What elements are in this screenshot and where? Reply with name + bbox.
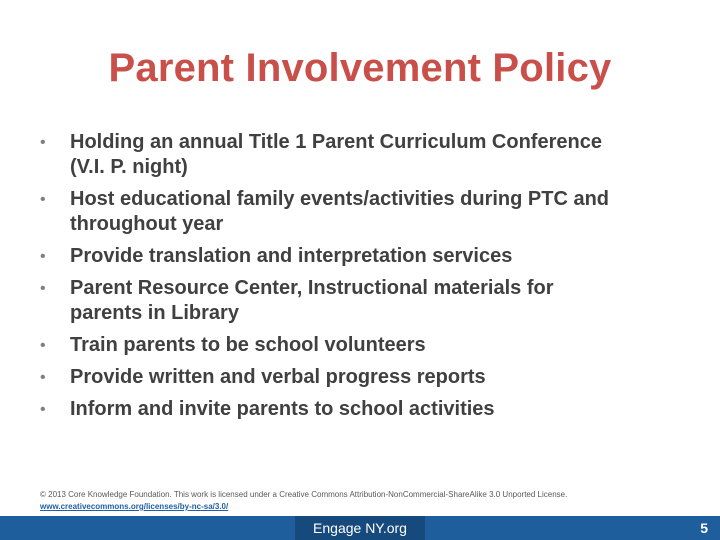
bullet-item xyxy=(40,397,700,422)
bullet-text-line: Host educational family events/activities during PTC and xyxy=(70,188,610,210)
bullet-text-line: (V.I. P. night) xyxy=(70,156,188,178)
bullet-icon: • xyxy=(40,337,46,354)
bullet-item xyxy=(40,365,700,390)
bullet-item xyxy=(40,130,700,180)
bullet-text-line: Holding an annual Title 1 Parent Curriculum Conference xyxy=(70,131,602,153)
bullet-text-line: Train parents to be school volunteers xyxy=(70,334,426,356)
bullet-text-line: throughout year xyxy=(70,213,224,235)
bullet-icon: • xyxy=(40,280,46,297)
bullet-text-line: Parent Resource Center, Instructional materials for xyxy=(70,277,554,299)
bullet-icon: • xyxy=(40,369,46,386)
bullet-icon: • xyxy=(40,134,46,151)
bullet-icon: • xyxy=(40,191,46,208)
bullet-icon: • xyxy=(40,401,46,418)
bullet-list xyxy=(40,130,700,429)
footer-bar xyxy=(0,516,720,540)
bullet-item xyxy=(40,244,700,269)
bullet-item xyxy=(40,333,700,358)
license-text: © 2013 Core Knowledge Foundation. This work is licensed under a Creative Commons Attribution-NonCommercial-ShareAlike 3.0 Unported License. xyxy=(40,490,568,499)
bullet-text-line: parents in Library xyxy=(70,302,239,324)
footer-brand-area xyxy=(0,516,720,540)
bullet-icon: • xyxy=(40,248,46,265)
footer-brand: Engage NY.org xyxy=(295,516,425,540)
bullet-item xyxy=(40,187,700,237)
page-number: 5 xyxy=(700,520,708,536)
bullet-text-line: Provide translation and interpretation services xyxy=(70,245,513,267)
slide-title: Parent Involvement Policy xyxy=(108,46,612,90)
license-link[interactable]: www.creativecommons.org/licenses/by-nc-sa/3.0/ xyxy=(40,502,229,511)
bullet-text-line: Provide written and verbal progress reports xyxy=(70,366,486,388)
bullet-text-line: Inform and invite parents to school activities xyxy=(70,398,495,420)
license-notice xyxy=(40,489,700,513)
bullet-item xyxy=(40,276,700,326)
